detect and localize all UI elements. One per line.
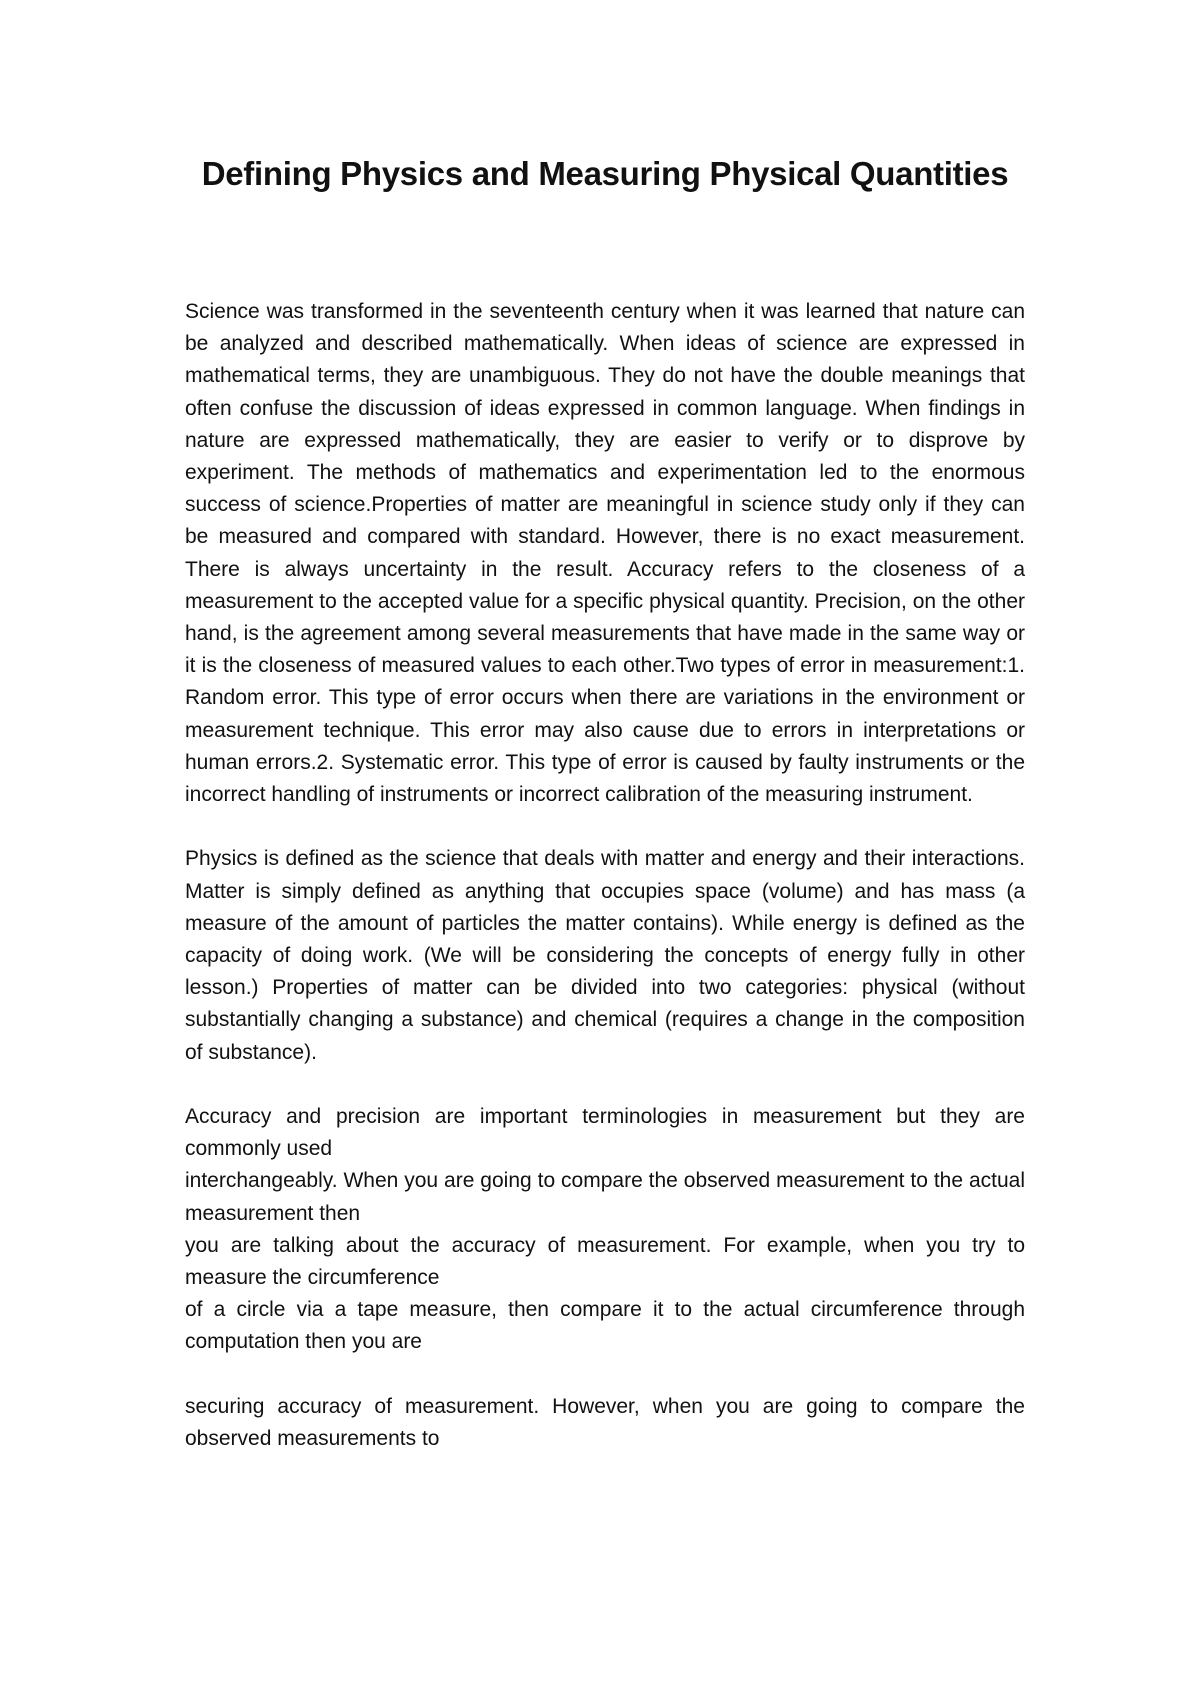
paragraph-gap bbox=[185, 1359, 1025, 1391]
paragraph-physics-definition: Physics is defined as the science that deals with matter and energy and their interactions. Matter is simply defined as anything that occupies space (volume) and has mass (a measure of the amount of particles the matter contains). While energy is defined as the capacity of doing work. (We will be considering the concepts of energy fully in other lesson.) Properties of matter can be divided into two categories: physical (without substantially changing a substance) and chemical (requires a change in the composition of substance). bbox=[185, 847, 1025, 1064]
paragraph-gap bbox=[185, 811, 1025, 843]
page-title: Defining Physics and Measuring Physical Quantities bbox=[201, 155, 1009, 192]
accuracy-line-4: of a circle via a tape measure, then compare it to the actual circumference through computation then you are bbox=[185, 1298, 1025, 1354]
paragraph-science-history: Science was transformed in the seventeenth century when it was learned that nature can be analyzed and described mathematically. When ideas of science are expressed in mathematical terms, they are unambiguous. They do not have the double meanings that often confuse the discussion of ideas expressed in common language. When findings in nature are expressed mathematically, they are easier to verify or to disprove by experiment. The methods of mathematics and experimentation led to the enormous success of science.Properties of matter are meaningful in science study only if they can be measured and compared with standard. However, there is no exact measurement. There is always uncertainty in the result. Accuracy refers to the closeness of a measurement to the accepted value for a specific physical quantity. Precision, on the other hand, is the agreement among several measurements that have made in the same way or it is the closeness of measured values to each other.Two types of error in measurement:1. Random error. This type of error occurs when there are variations in the environment or measurement technique. This error may also cause due to errors in interpretations or human errors.2. Systematic error. This type of error is caused by faulty instruments or the incorrect handling of instruments or incorrect calibration of the measuring instrument. bbox=[185, 300, 1025, 807]
accuracy-line-2: interchangeably. When you are going to compare the observed measurement to the actual measurement then bbox=[185, 1169, 1025, 1225]
document-body bbox=[185, 296, 1025, 1455]
paragraph-gap bbox=[185, 1069, 1025, 1101]
paragraph-accuracy-continued: securing accuracy of measurement. However, when you are going to compare the observed measurements to bbox=[185, 1394, 1025, 1451]
accuracy-line-1: Accuracy and precision are important terminologies in measurement but they are commonly used bbox=[185, 1105, 1025, 1161]
accuracy-line-3: you are talking about the accuracy of measurement. For example, when you try to measure the circumference bbox=[185, 1233, 1025, 1290]
